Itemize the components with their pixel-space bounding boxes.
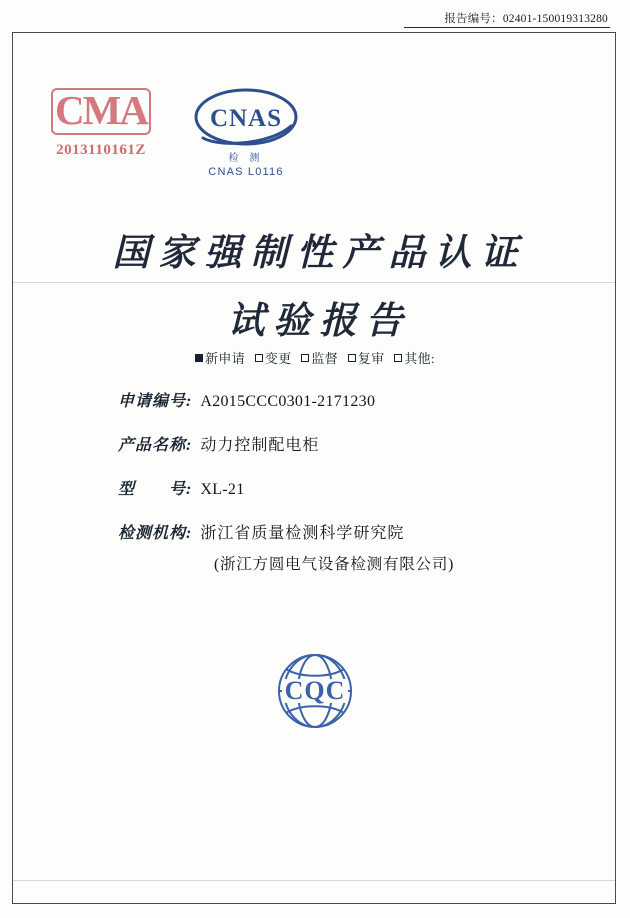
report-number-underline [404,27,610,28]
field-value: XL-21 [200,481,245,498]
application-type-option[interactable] [255,348,292,367]
report-number [444,10,608,26]
field-label: 型 号: [118,481,193,498]
cma-mark-icon: CMA [51,88,151,135]
cqc-globe-icon [262,648,368,734]
application-type-option[interactable] [195,348,245,367]
cnas-logo [176,86,316,178]
accreditation-logos [0,86,630,196]
cma-logo [36,88,166,159]
cnas-oval-icon [191,86,301,148]
report-fields [0,388,630,594]
svg-text:CQC: CQC [284,676,346,705]
page-subtitle: 试验报告 [227,301,412,342]
field-testing-institution-sub [0,552,630,574]
cma-code: 2013110161Z [56,142,146,158]
application-type-label: 新申请 [204,351,246,366]
application-type-label: 复审 [357,351,385,366]
field-value: (浙江方圆电气设备检测有限公司) [214,556,455,573]
application-type-option[interactable] [348,348,385,367]
field-label: 检测机构: [118,525,193,542]
checkbox-icon[interactable] [301,354,309,362]
application-type-label: 其他: [404,351,436,366]
cnas-id: CNAS L0116 [208,166,284,178]
field-label: 产品名称: [118,437,193,454]
checkbox-icon[interactable] [255,354,263,362]
field-product-name [0,432,630,455]
svg-text:CNAS: CNAS [209,105,283,132]
cqc-logo [0,648,630,739]
application-type-option[interactable] [394,348,435,367]
application-type-label: 监督 [311,351,339,366]
cnas-subtitle: 检 测 [228,153,264,164]
field-value: 动力控制配电柜 [200,437,320,454]
scan-artifact-line [13,282,615,283]
checkbox-icon[interactable] [195,354,203,362]
field-application-number [0,388,630,411]
application-type-option[interactable] [301,348,338,367]
field-value: 浙江省质量检测科学研究院 [200,525,405,542]
field-testing-institution [0,520,630,543]
field-model [0,476,630,499]
checkbox-icon[interactable] [348,354,356,362]
field-label: 申请编号: [118,393,193,410]
checkbox-icon[interactable] [394,354,402,362]
application-type-label: 变更 [264,351,292,366]
page-title: 国家强制性产品认证 [112,233,527,274]
report-number-value: 02401-150019313280 [502,13,608,25]
report-number-label: 报告编号： [444,13,503,25]
application-type-row [0,348,630,367]
scan-artifact-line [13,880,615,881]
field-value: A2015CCC0301-2171230 [200,393,376,410]
